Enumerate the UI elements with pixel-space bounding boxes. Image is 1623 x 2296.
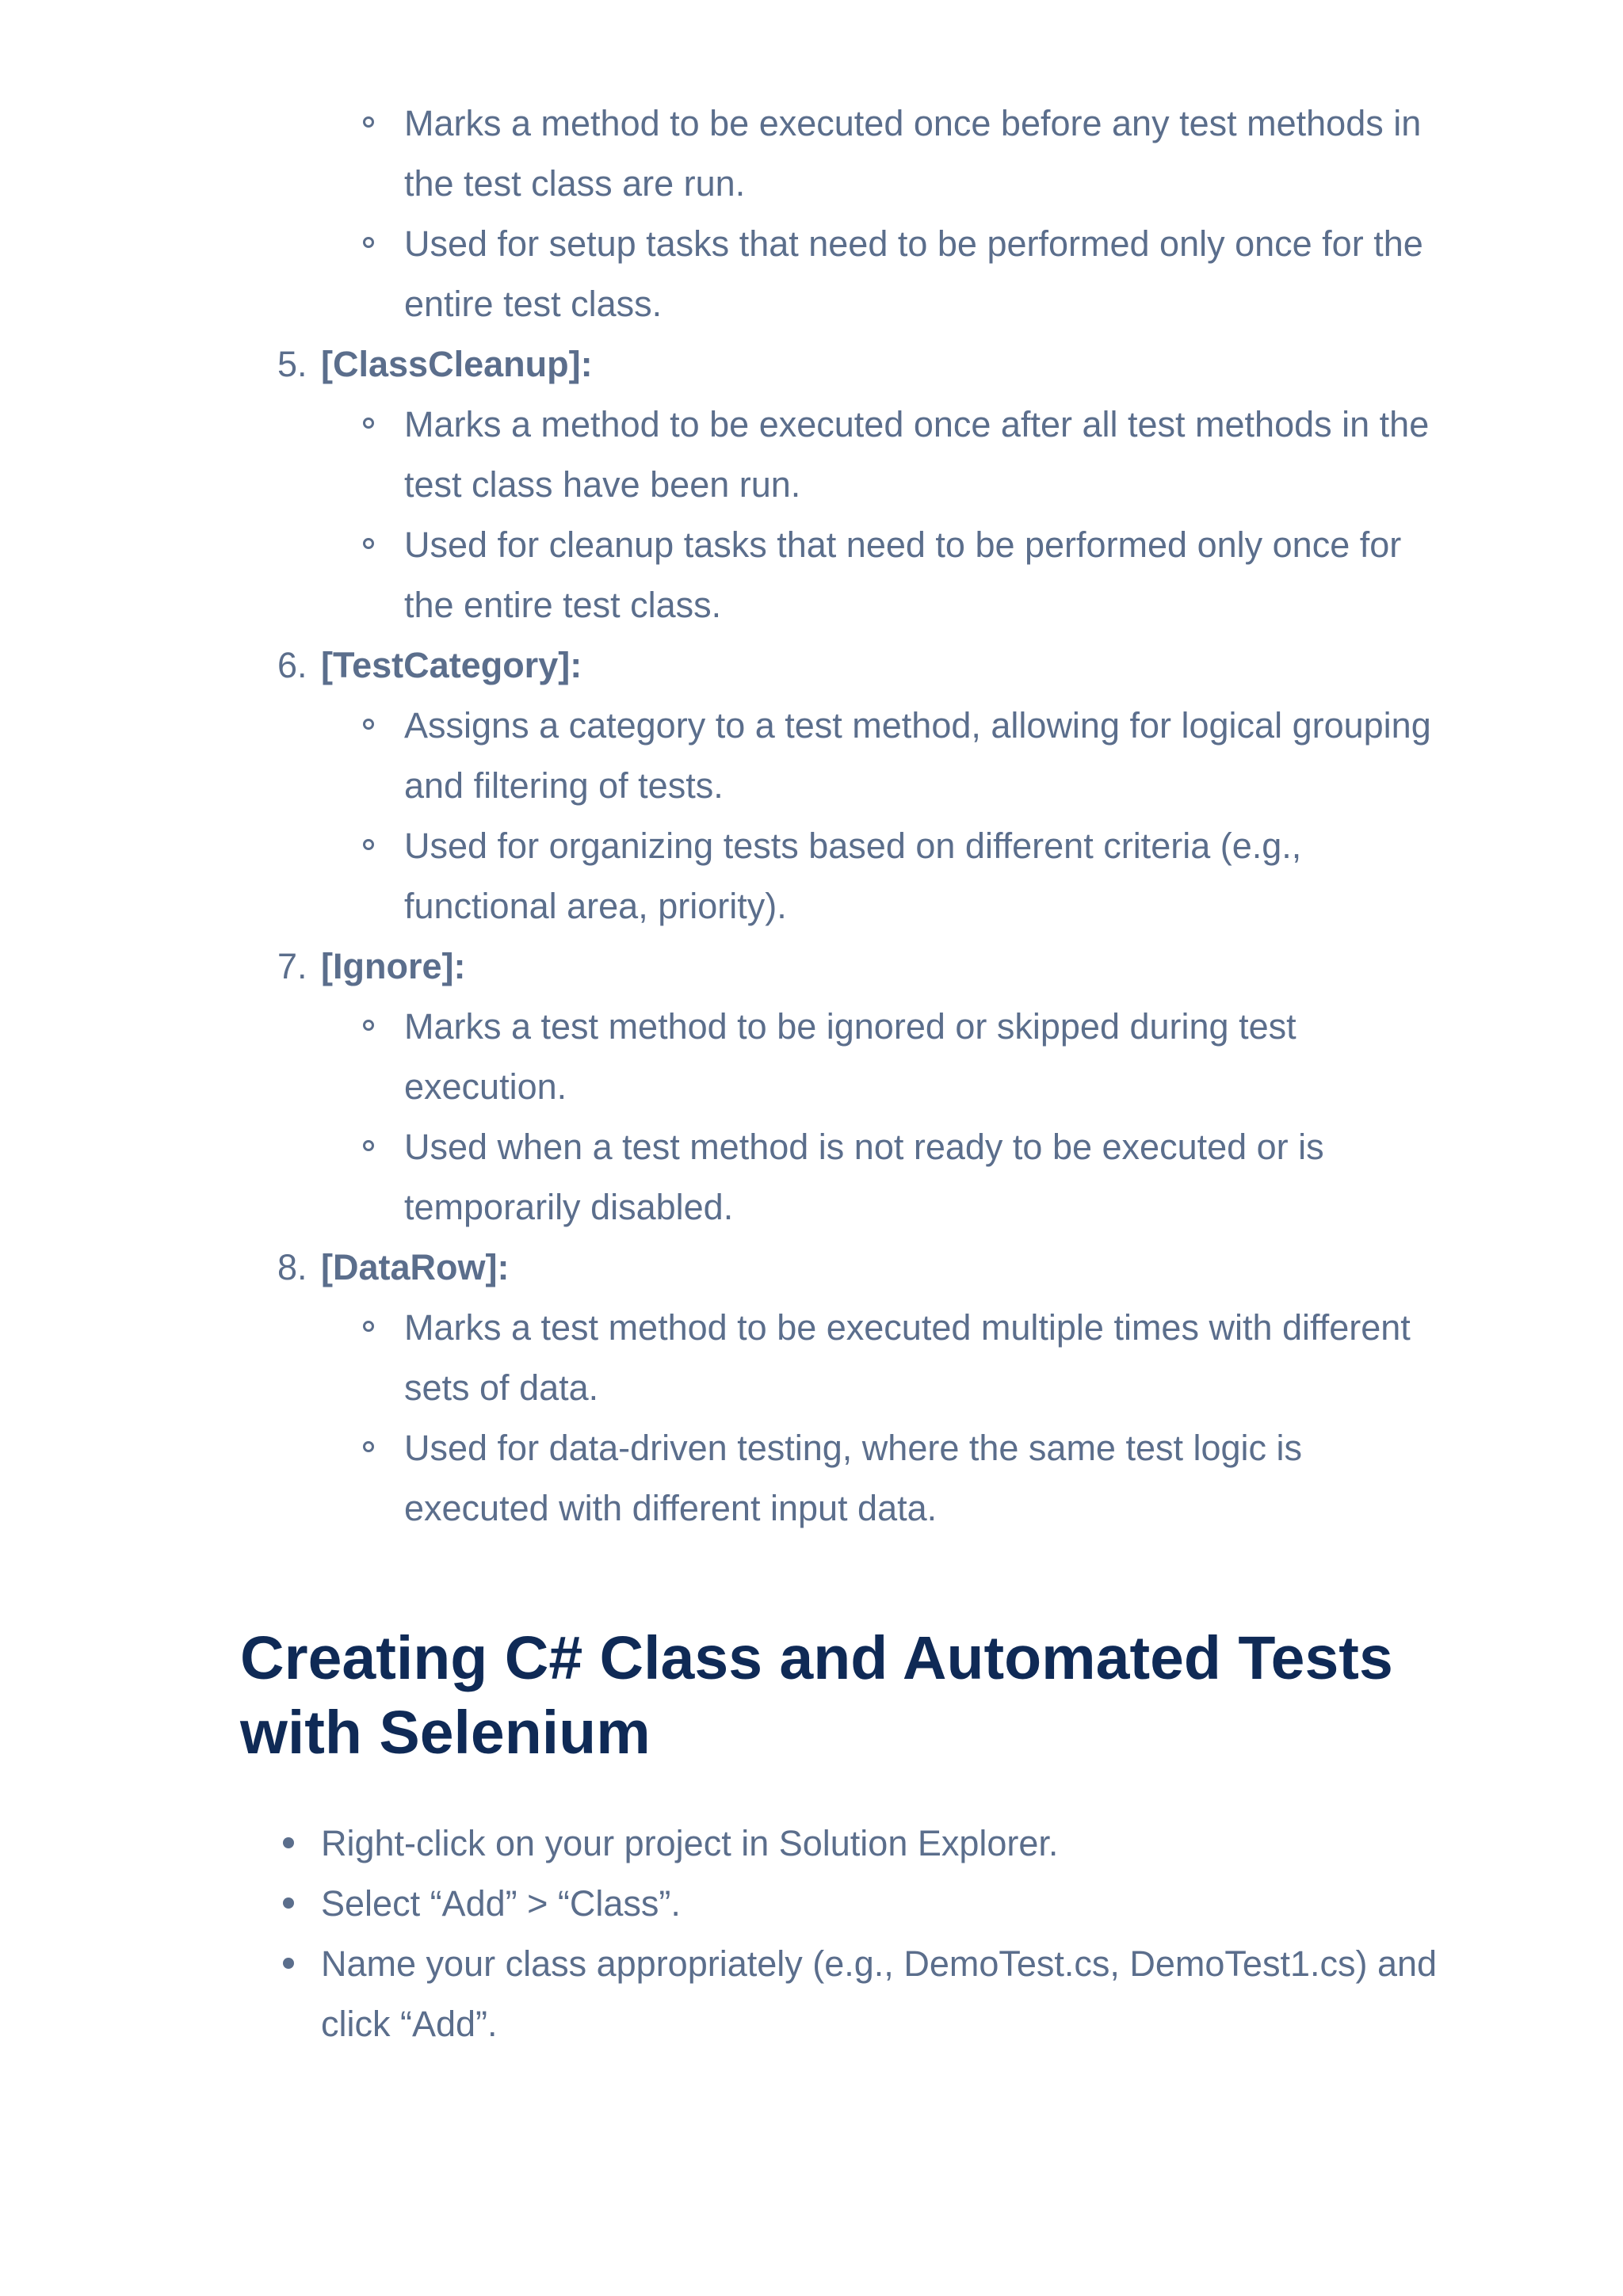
attribute-name: [DataRow]: (321, 1247, 510, 1287)
circle-bullet-icon (363, 1020, 374, 1031)
sub-item-text: Marks a method to be executed once after all test methods in the test class have been run. (404, 404, 1430, 505)
sub-item-text: Assigns a category to a test method, allowing for logical grouping and filtering of tests. (404, 705, 1431, 806)
attribute-list (0, 334, 1446, 1539)
attribute-points (321, 997, 1442, 1238)
sub-list-item (404, 1418, 1442, 1539)
attribute-points (321, 1298, 1442, 1539)
step-item (321, 1934, 1446, 2054)
sub-item-text: Marks a method to be executed once before any test methods in the test class are run. (404, 103, 1422, 204)
step-text: Right-click on your project in Solution Explorer. (321, 1823, 1059, 1863)
sub-list-item (404, 214, 1434, 334)
attribute-item-testcategory (277, 635, 1446, 936)
disc-bullet-icon (283, 1837, 294, 1848)
section-heading: Creating C# Class and Automated Tests with Selenium (240, 1624, 1393, 1767)
attribute-points (321, 395, 1442, 635)
list-number: 8. (277, 1247, 307, 1287)
step-text: Select “Add” > “Class”. (321, 1883, 681, 1924)
disc-bullet-icon (283, 1958, 294, 1969)
sub-list-item (404, 93, 1434, 214)
sub-list-item (404, 696, 1442, 816)
sub-list-item (404, 1298, 1442, 1418)
circle-bullet-icon (363, 116, 374, 128)
circle-bullet-icon (363, 839, 374, 850)
attribute-heading (277, 936, 1446, 997)
attribute-heading (277, 1238, 1446, 1298)
circle-bullet-icon (363, 1441, 374, 1452)
sub-item-text: Used for organizing tests based on different criteria (e.g., functional area, priority). (404, 826, 1302, 926)
sub-list-item (404, 515, 1442, 635)
attribute-heading (277, 334, 1446, 395)
circle-bullet-icon (363, 1321, 374, 1332)
attribute-item-classcleanup (277, 334, 1446, 635)
steps-list (0, 1814, 1446, 2054)
step-item (321, 1874, 1446, 1934)
attribute-name: [Ignore]: (321, 946, 466, 986)
circle-bullet-icon (363, 237, 374, 248)
circle-bullet-icon (363, 1140, 374, 1151)
attribute-name: [TestCategory]: (321, 645, 582, 685)
continued-sublist (0, 93, 1434, 334)
list-number: 5. (277, 344, 307, 384)
sub-item-text: Used when a test method is not ready to be executed or is temporarily disabled. (404, 1127, 1324, 1227)
list-number: 7. (277, 946, 307, 986)
sub-list-item (404, 1117, 1442, 1238)
list-number: 6. (277, 645, 307, 685)
attribute-name: [ClassCleanup]: (321, 344, 593, 384)
document-page (0, 93, 1623, 2054)
circle-bullet-icon (363, 538, 374, 549)
attribute-heading (277, 635, 1446, 696)
sub-item-text: Used for cleanup tasks that need to be performed only once for the entire test class. (404, 524, 1402, 625)
step-item (321, 1814, 1446, 1874)
circle-bullet-icon (363, 418, 374, 429)
sub-item-text: Used for setup tasks that need to be performed only once for the entire test class. (404, 223, 1423, 324)
sub-list-item (404, 997, 1442, 1117)
sub-item-text: Used for data-driven testing, where the same test logic is executed with different input data. (404, 1428, 1303, 1528)
sub-item-text: Marks a test method to be ignored or skipped during test execution. (404, 1006, 1296, 1107)
attribute-points (321, 696, 1442, 936)
step-text: Name your class appropriately (e.g., DemoTest.cs, DemoTest1.cs) and click “Add”. (321, 1943, 1438, 2044)
sub-list-item (404, 395, 1442, 515)
disc-bullet-icon (283, 1897, 294, 1909)
sub-item-text: Marks a test method to be executed multiple times with different sets of data. (404, 1307, 1411, 1408)
attribute-item-datarow (277, 1238, 1446, 1539)
sub-list-item (404, 816, 1442, 936)
attribute-item-ignore (277, 936, 1446, 1238)
circle-bullet-icon (363, 719, 374, 730)
